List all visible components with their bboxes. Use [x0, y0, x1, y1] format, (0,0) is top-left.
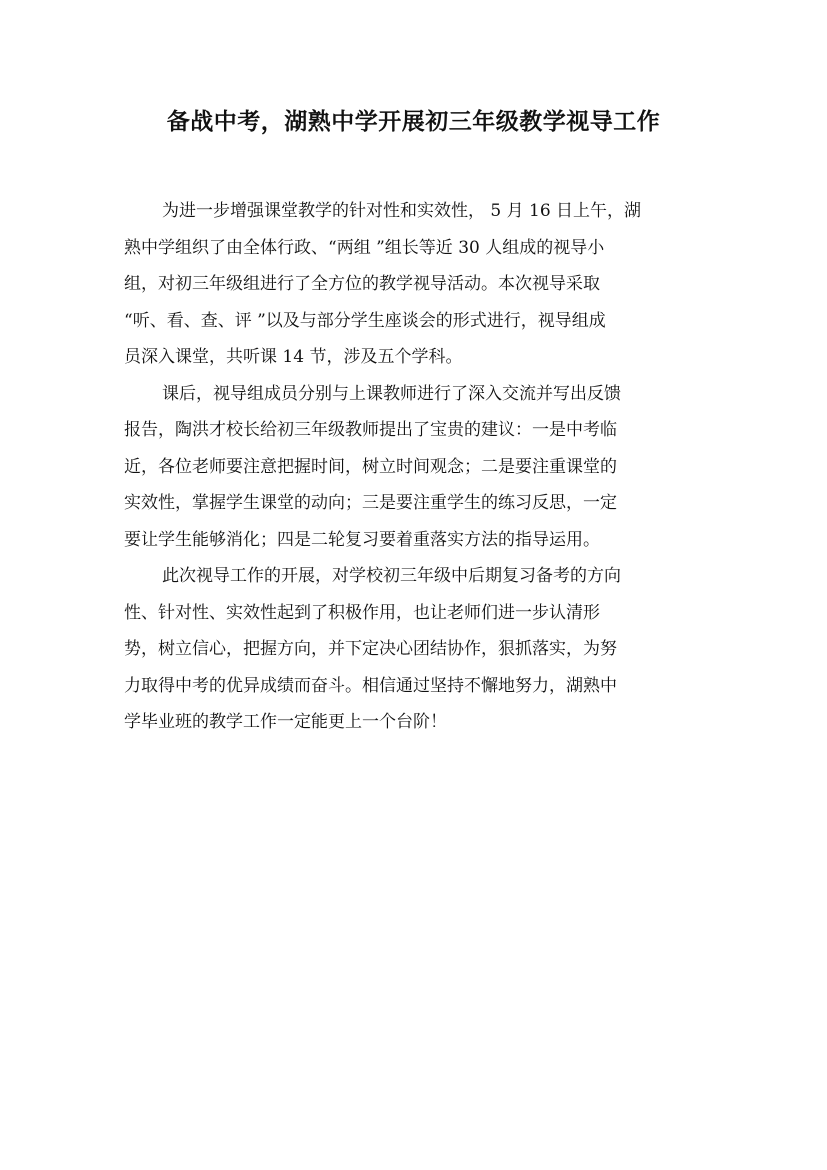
- text-line: 课后，视导组成员分别与上课教师进行了深入交流并写出反馈: [162, 383, 621, 404]
- text-line: 近，各位老师要注意把握时间，树立时间观念；二是要注重课堂的: [124, 456, 617, 477]
- document-body: [124, 193, 704, 741]
- text-line: 力取得中考的优异成绩而奋斗。相信通过坚持不懈地努力，湖熟中: [124, 675, 617, 696]
- text-line: 性、针对性、实效性起到了积极作用，也让老师们进一步认清形: [124, 602, 600, 623]
- text-line: 熟中学组织了由全体行政、“两组 ”组长等近 30 人组成的视导小: [124, 237, 605, 258]
- text-line: 要让学生能够消化；四是二轮复习要着重落实方法的指导运用。: [124, 529, 600, 550]
- paragraph-3: [124, 558, 704, 741]
- text-line: 学毕业班的教学工作一定能更上一个台阶！: [124, 712, 447, 732]
- text-line: 组，对初三年级组进行了全方位的教学视导活动。本次视导采取: [124, 274, 600, 294]
- text-line: 实效性，掌握学生课堂的动向；三是要注重学生的练习反思，一定: [124, 493, 617, 513]
- text-line: 员深入课堂，共听课 14 节，涉及五个学科。: [124, 347, 463, 367]
- text-line: 为进一步增强课堂教学的针对性和实效性， 5 月 16 日上午，湖: [162, 201, 642, 221]
- text-line: 报告，陶洪才校长给初三年级教师提出了宝贵的建议：一是中考临: [124, 420, 617, 440]
- text-line: “听、看、查、评 ”以及与部分学生座谈会的形式进行，视导组成: [124, 310, 606, 331]
- text-line: 此次视导工作的开展，对学校初三年级中后期复习备考的方向: [162, 566, 621, 586]
- paragraph-1: [124, 193, 704, 376]
- text-line: 势，树立信心，把握方向，并下定决心团结协作，狠抓落实，为努: [124, 639, 617, 659]
- document-title: 备战中考，湖熟中学开展初三年级教学视导工作: [166, 109, 661, 135]
- paragraph-2: [124, 376, 704, 559]
